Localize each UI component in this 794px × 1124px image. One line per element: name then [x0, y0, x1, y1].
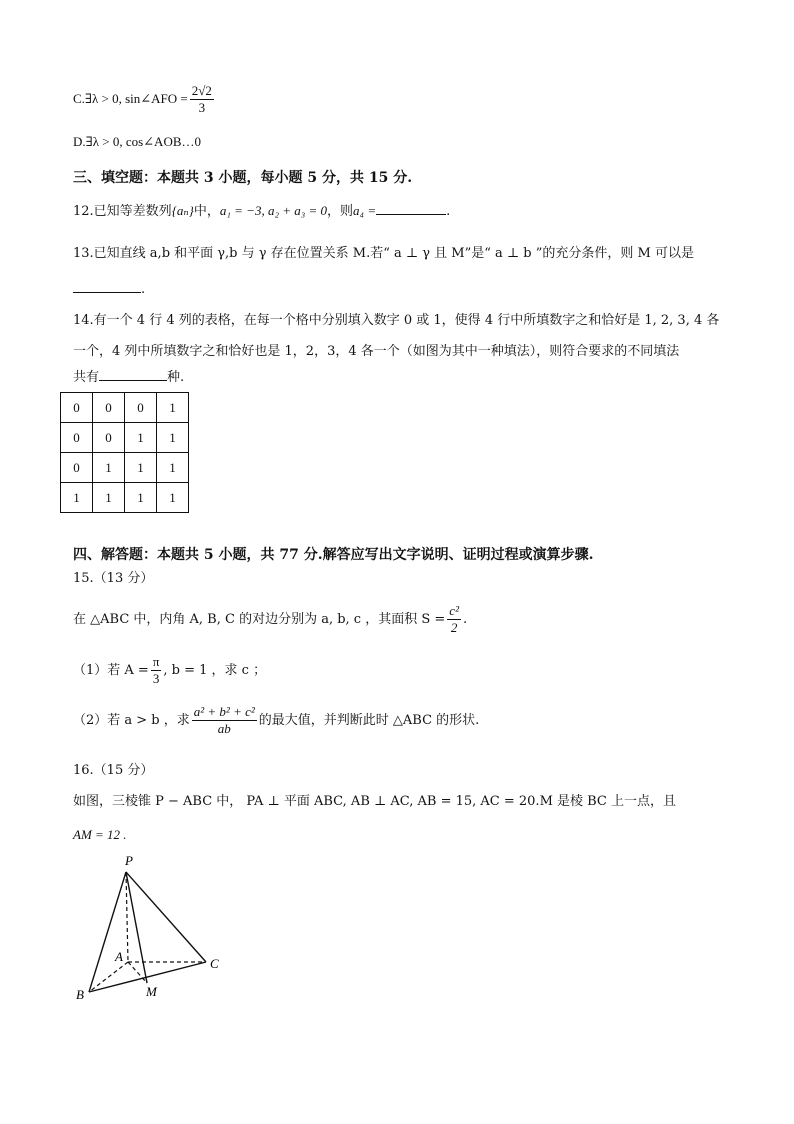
- vertex-label-C: C: [210, 956, 219, 971]
- answer-blank: [73, 280, 141, 293]
- table-cell: 0: [125, 393, 157, 423]
- table-cell: 0: [61, 423, 93, 453]
- vertex-label-B: B: [76, 987, 84, 1002]
- example-grid-table: [60, 392, 189, 513]
- table-cell: 0: [93, 393, 125, 423]
- table-cell: 1: [157, 423, 189, 453]
- edge-PM: [126, 872, 147, 983]
- edge-PC: [126, 872, 206, 962]
- question-15-stem: 在 △ABC 中，内角 A, B, C 的对边分别为 a, b, c ，其面积 S = $\frac{\text{c²}}{2}$ .: [73, 603, 468, 635]
- table-cell: 1: [157, 483, 189, 513]
- table-cell: 1: [93, 453, 125, 483]
- table-cell: 0: [93, 423, 125, 453]
- question-16-header: 16.（15 分）: [73, 763, 154, 778]
- edge-PA: [126, 872, 128, 962]
- table-cell: 1: [157, 393, 189, 423]
- question-15-header: 15.（13 分）: [73, 571, 154, 586]
- vertex-label-P: P: [125, 853, 133, 868]
- pyramid-figure: [70, 852, 240, 1007]
- q11-c-fraction: $\frac{2√2}{3}$: [191, 83, 212, 115]
- question-16-condition: AM = 12 .: [73, 827, 127, 842]
- table-cell: 1: [61, 483, 93, 513]
- vertex-label-A: A: [115, 949, 123, 964]
- table-cell: 1: [93, 483, 125, 513]
- vertex-label-M: M: [146, 984, 157, 999]
- answer-blank: [99, 368, 167, 381]
- table-row: [61, 423, 189, 453]
- table-cell: 1: [125, 453, 157, 483]
- area-fraction: $\frac{\text{c²}}{2}$: [449, 603, 459, 635]
- table-cell: 1: [125, 423, 157, 453]
- section-3-heading: 三、填空题：本题共 3 小题，每小题 5 分，共 15 分.: [73, 170, 413, 186]
- question-14-line-2: 一个，4 列中所填数字之和恰好也是 1，2，3，4 各一个（如图为其中一种填法），则符合要求的不同填法: [73, 344, 680, 359]
- edge-PB: [89, 872, 126, 992]
- question-14-line-3: 共有 种.: [73, 370, 185, 385]
- section-4-heading: 四、解答题：本题共 5 小题，共 77 分.解答应写出文字说明、证明过程或演算步骤.: [73, 547, 594, 563]
- question-14-line-1: 14.有一个 4 行 4 列的表格，在每一个格中分别填入数字 0 或 1，使得 4 行中所填数字之和恰好是 1, 2, 3, 4 各: [73, 313, 720, 328]
- question-13-answer: .: [73, 280, 145, 299]
- table-row: [61, 483, 189, 513]
- table-row: [61, 393, 189, 423]
- q11-option-c: C.∃λ > 0, sin∠AFO = $\frac{2√2}{3}$: [73, 83, 212, 115]
- question-15-part-2: （2）若 a > b ，求 $\frac{\text{a² + b² + c²}}{ab}$ 的最大值，并判断此时 △ABC 的形状.: [73, 704, 480, 736]
- question-12: 12.已知等差数列{aₙ}中，a₁ = −3, a₂ + a₃ = 0，则a₄ = .: [73, 203, 451, 219]
- question-13: 13.已知直线 a,b 和平面 γ,b 与 γ 存在位置关系 M.若“ a ⊥ γ 且 M”是“ a ⊥ b ”的充分条件，则 M 可以是: [73, 246, 694, 261]
- question-16-stem: 如图，三棱锥 P − ABC 中， PA ⊥ 平面 ABC, AB ⊥ AC, AB = 15, AC = 20.M 是棱 BC 上一点，且: [73, 794, 677, 809]
- table-cell: 1: [157, 453, 189, 483]
- pi-over-3-fraction: $\frac{\pi}{3}$: [152, 654, 160, 686]
- table-cell: 0: [61, 453, 93, 483]
- table-cell: 0: [61, 393, 93, 423]
- table-row: [61, 453, 189, 483]
- ratio-fraction: $\frac{\text{a² + b² + c²}}{ab}$: [193, 704, 255, 736]
- question-15-part-1: （1）若 A = $\frac{\pi}{3}$ , b = 1 ，求 c ；: [73, 654, 267, 686]
- answer-blank: [376, 202, 446, 215]
- table-cell: 1: [125, 483, 157, 513]
- q11-option-d: D.∃λ > 0, cos∠AOB…0: [73, 134, 201, 149]
